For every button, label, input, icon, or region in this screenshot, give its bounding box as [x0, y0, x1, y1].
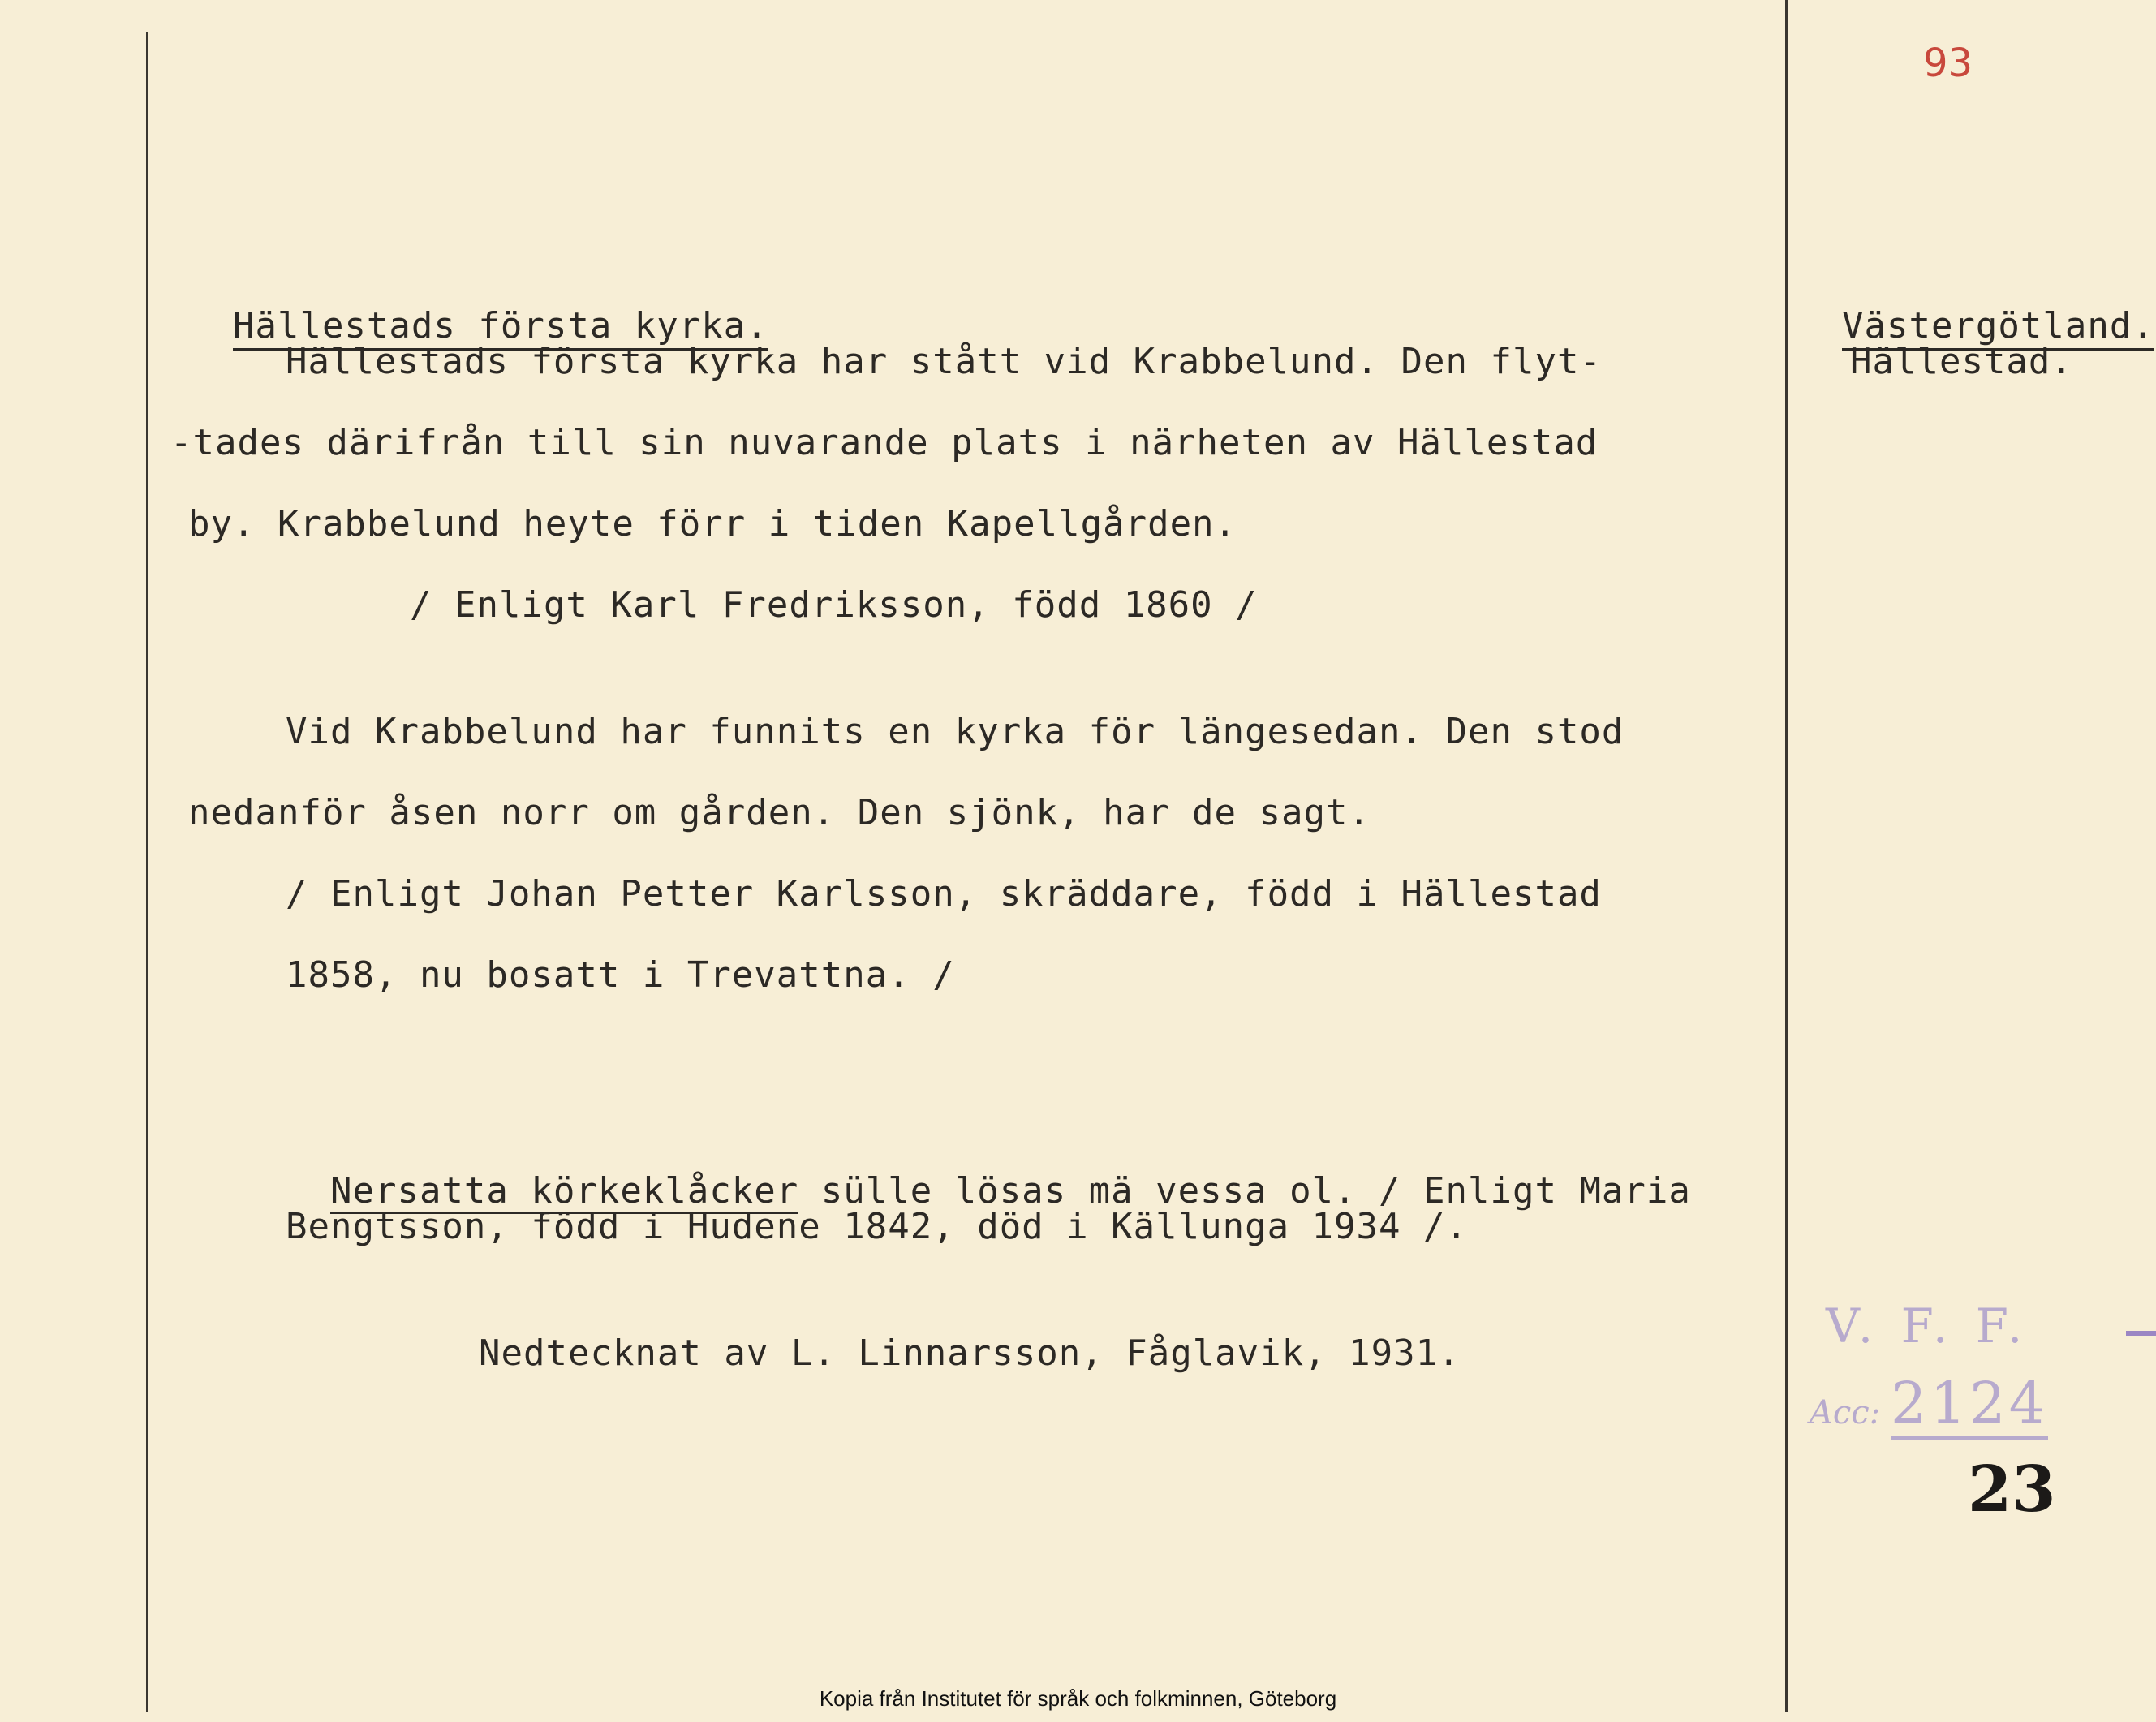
para1-line-3: by. Krabbelund heyte förr i tiden Kapellgården. [188, 503, 1237, 545]
stamp-purple-mark [2126, 1331, 2156, 1336]
province-text: Västergötland. [1842, 305, 2154, 351]
source-2-line-2: 1858, nu bosatt i Trevattna. / [286, 954, 955, 996]
para1-line-1: Hällestads första kyrka har stått vid Krabbelund. Den flyt- [286, 341, 1602, 382]
saying-line-1 [286, 1123, 1691, 1214]
stamp-acc-number: 2124 [1891, 1370, 2048, 1440]
card-number: 23 [1968, 1453, 2056, 1526]
copy-footer: Kopia från Institutet för språk och folkminnen, Göteborg [819, 1686, 1337, 1711]
province-label [1797, 258, 2154, 349]
right-column-rule [1785, 0, 1788, 1712]
recorded-by: Nedtecknat av L. Linnarsson, Fåglavik, 1931. [479, 1332, 1461, 1374]
para2-line-1: Vid Krabbelund har funnits en kyrka för längesedan. Den stod [286, 711, 1625, 752]
page-number: 93 [1923, 41, 1973, 86]
archive-stamp [1810, 1298, 2134, 1461]
saying-rest: sülle lösas mä vessa ol. / Enligt Maria [798, 1170, 1691, 1212]
source-1: / Enligt Karl Fredriksson, född 1860 / [410, 584, 1258, 626]
saying-line-2: Bengtsson, född i Hudene 1842, död i Källunga 1934 /. [286, 1206, 1468, 1247]
title-text: Hällestads första kyrka. [233, 305, 768, 351]
saying-phrase: Nersatta körkeklåcker [330, 1170, 798, 1214]
para2-line-2: nedanför åsen norr om gården. Den sjönk, har de sagt. [188, 792, 1371, 833]
stamp-line-1: V. F. F. [1826, 1298, 2029, 1354]
stamp-acc-label: Acc: [1810, 1394, 1881, 1431]
source-2-line-1: / Enligt Johan Petter Karlsson, skräddare, född i Hällestad [286, 873, 1602, 915]
left-margin-rule [146, 32, 148, 1712]
para1-line-2: -tades därifrån till sin nuvarande plats i närheten av Hällestad [170, 422, 1599, 463]
document-title [188, 258, 768, 349]
parish-label: Hällestad. [1850, 341, 2073, 382]
